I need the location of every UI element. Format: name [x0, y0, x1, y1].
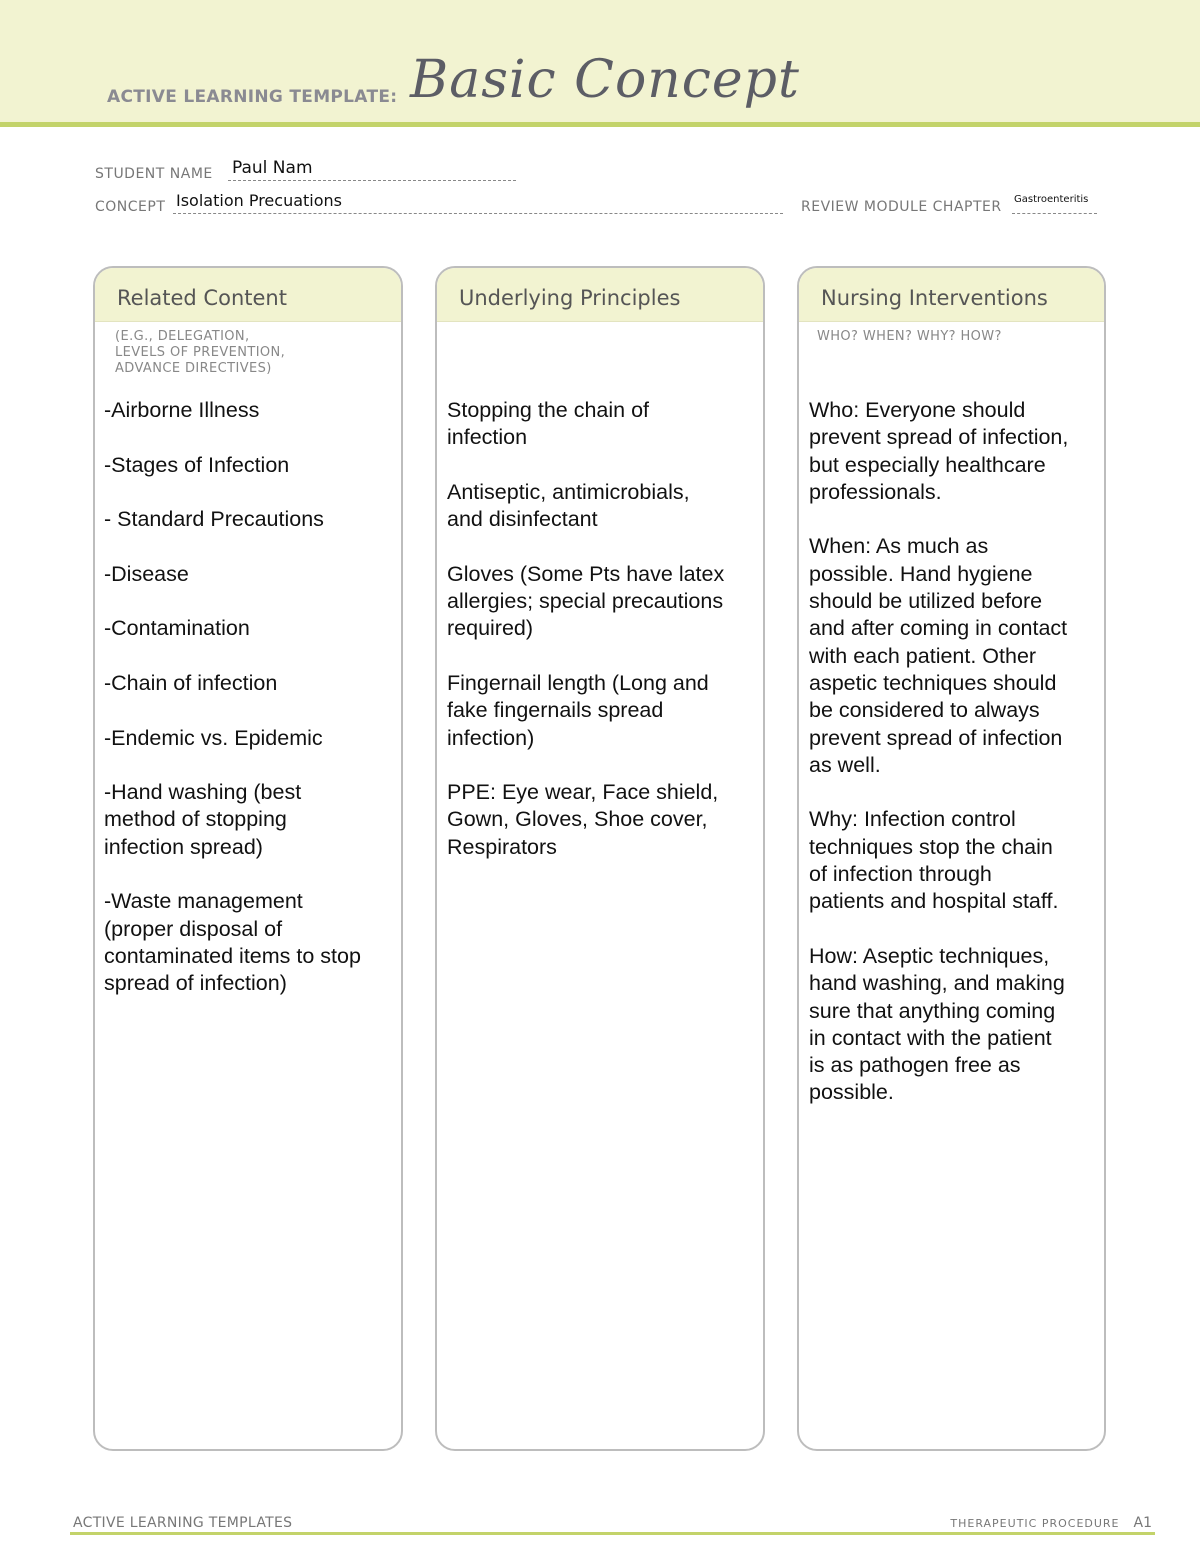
student-name-field[interactable]: Paul Nam: [232, 158, 313, 178]
list-item: Fingernail length (Long and fake fingernails spread infection): [447, 670, 709, 750]
footer-right-label: [950, 1515, 1152, 1531]
list-item: -Disease: [104, 561, 189, 586]
related-content-list: [104, 397, 394, 1025]
nursing-interventions-heading: Nursing Interventions: [799, 268, 1104, 322]
list-item: -Waste management (proper disposal of contaminated items to stop spread of infection): [104, 889, 361, 996]
list-item: -Stages of Infection: [104, 452, 290, 477]
underlying-principles-list: [447, 397, 757, 888]
nursing-interventions-subheading: WHO? WHEN? WHY? HOW?: [817, 329, 1002, 344]
list-item: When: As much as possible. Hand hygiene should be utilized before and after coming in contact with each patient. Other aspetic techniques should be considered to always prevent spread of infection as well.: [809, 534, 1068, 777]
underlying-principles-heading: Underlying Principles: [437, 268, 763, 322]
review-module-line: [1012, 213, 1097, 214]
page-title: Basic Concept: [410, 50, 800, 110]
nursing-interventions-list: [809, 397, 1101, 1134]
template-prefix: ACTIVE LEARNING TEMPLATE:: [107, 87, 398, 107]
list-item: -Contamination: [104, 616, 250, 641]
footer-rule: [70, 1532, 1155, 1535]
review-module-field[interactable]: Gastroenteritis: [1014, 194, 1089, 205]
header-rule: [0, 122, 1200, 127]
list-item: Why: Infection control techniques stop the chain of infection through patients and hospital staff.: [809, 807, 1059, 914]
list-item: Gloves (Some Pts have latex allergies; special precautions required): [447, 561, 725, 641]
footer-code: A1: [1133, 1515, 1152, 1531]
student-name-line: [228, 180, 516, 181]
review-module-label: REVIEW MODULE CHAPTER: [801, 199, 1002, 215]
concept-label: CONCEPT: [95, 199, 166, 215]
list-item: Antiseptic, antimicrobials, and disinfectant: [447, 479, 690, 532]
list-item: - Standard Precautions: [104, 507, 324, 532]
related-content-heading: Related Content: [95, 268, 401, 322]
list-item: PPE: Eye wear, Face shield, Gown, Gloves, Shoe cover, Respirators: [447, 780, 719, 859]
footer-procedure: THERAPEUTIC PROCEDURE: [950, 1517, 1120, 1530]
concept-line: [173, 213, 783, 214]
concept-field[interactable]: Isolation Precuations: [176, 191, 342, 210]
list-item: Who: Everyone should prevent spread of infection, but especially healthcare professionals.: [809, 398, 1069, 504]
list-item: -Hand washing (best method of stopping infection spread): [104, 780, 302, 859]
list-item: -Endemic vs. Epidemic: [104, 725, 323, 750]
list-item: Stopping the chain of infection: [447, 398, 650, 450]
related-content-subheading: (E.G., DELEGATION, LEVELS OF PREVENTION, ADVANCE DIRECTIVES): [115, 329, 286, 376]
list-item: -Chain of infection: [104, 670, 278, 695]
footer-left-label: ACTIVE LEARNING TEMPLATES: [73, 1515, 293, 1531]
list-item: How: Aseptic techniques, hand washing, and making sure that anything coming in contact with the patient is as pathogen free as possible.: [809, 943, 1065, 1105]
student-name-label: STUDENT NAME: [95, 166, 213, 182]
list-item: -Airborne Illness: [104, 398, 260, 422]
